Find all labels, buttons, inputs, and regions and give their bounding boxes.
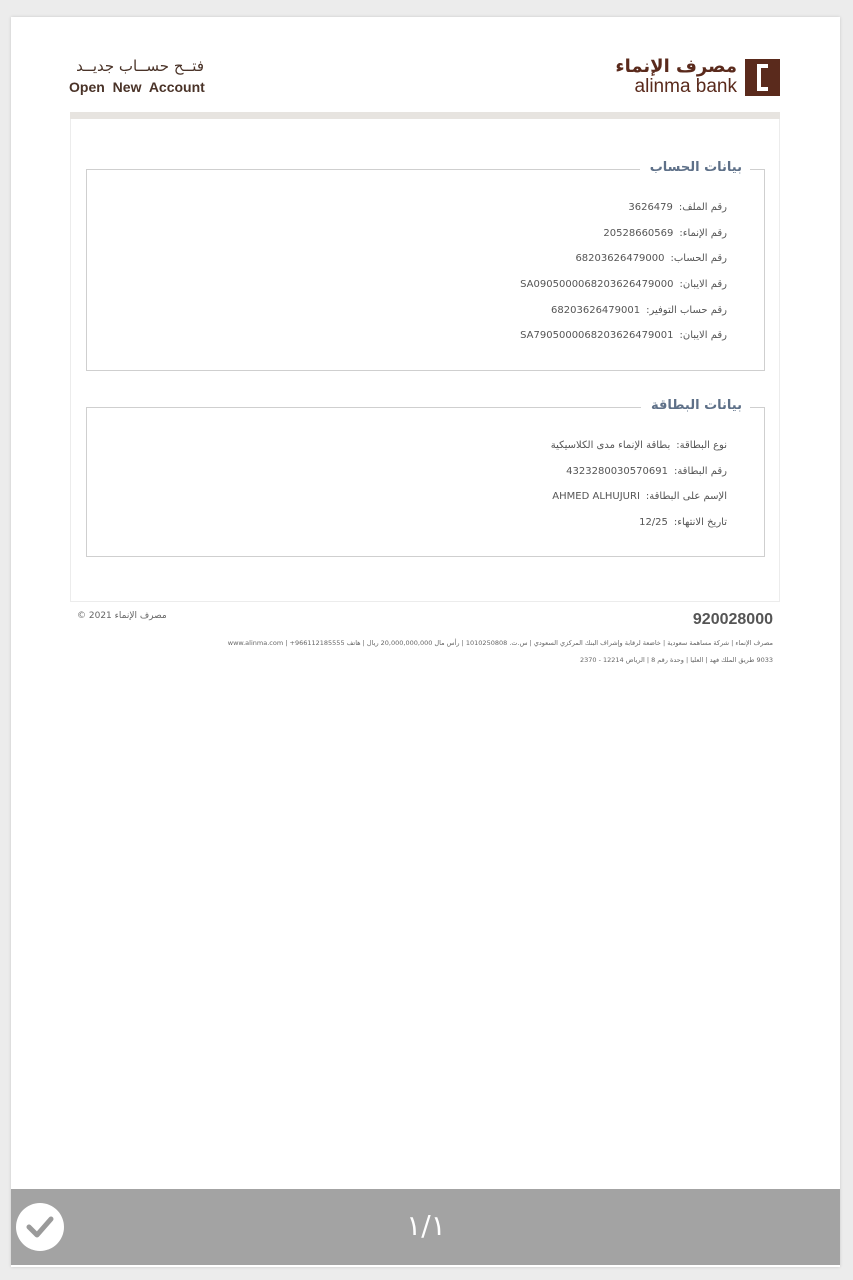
header-divider [70, 112, 780, 119]
account-row: رقم حساب التوفير:68203626479001 [551, 304, 727, 316]
account-section [86, 160, 765, 371]
document-page [11, 17, 840, 1267]
done-button[interactable] [16, 1203, 64, 1251]
viewer-toolbar [11, 1189, 840, 1265]
alinma-logo [615, 57, 780, 97]
logo-text-english: alinma bank [634, 76, 737, 97]
card-section [86, 398, 765, 557]
copyright-text: مصرف الإنماء 2021 © [77, 611, 167, 621]
account-row: رقم الملف:3626479 [628, 202, 727, 213]
account-row: رقم الايبان:SA0905000068203626479000 [520, 279, 727, 291]
account-row: رقم الإنماء:20528660569 [603, 227, 727, 239]
logo-text-arabic: مصرف الإنماء [615, 56, 737, 77]
page-heading [69, 57, 205, 95]
card-section-title: بيانات البطاقة [641, 398, 750, 413]
check-icon [26, 1215, 54, 1239]
footer-address-line: 9033 طريق الملك فهد | العليا | وحدة رقم 8 | الرياض 12214 - 2370 [579, 656, 773, 664]
card-row: تاريخ الانتهاء:12/25 [639, 517, 727, 529]
phone-number: 920028000 [692, 611, 773, 628]
footer-legal-line: مصرف الإنماء | شركة مساهمة سعودية | خاضعة لرقابة وإشراف البنك المركزي السعودي | س.ت. 1010250808 | رأس مال 20,000,000,000 ريال | هاتف 966112185555+ | www.alinma.com [227, 639, 773, 647]
heading-english: Open New Account [69, 79, 205, 95]
account-rows [520, 201, 727, 355]
heading-arabic: فتــح حســاب جديــد [76, 57, 204, 75]
account-section-title: بيانات الحساب [640, 160, 750, 175]
card-row: الإسم على البطاقة:AHMED ALHUJURI [552, 491, 727, 503]
logo-mark-icon [745, 59, 780, 96]
card-row: نوع البطاقة:بطاقة الإنماء مدى الكلاسيكية [550, 440, 727, 451]
page-indicator: ١/١ [406, 1209, 446, 1242]
card-row: رقم البطاقة:4323280030570691 [566, 465, 727, 477]
account-row: رقم الايبان:SA7905000068203626479001 [520, 330, 727, 342]
content-panel [70, 119, 780, 602]
account-row: رقم الحساب:68203626479000 [575, 253, 727, 265]
card-rows [551, 439, 727, 542]
